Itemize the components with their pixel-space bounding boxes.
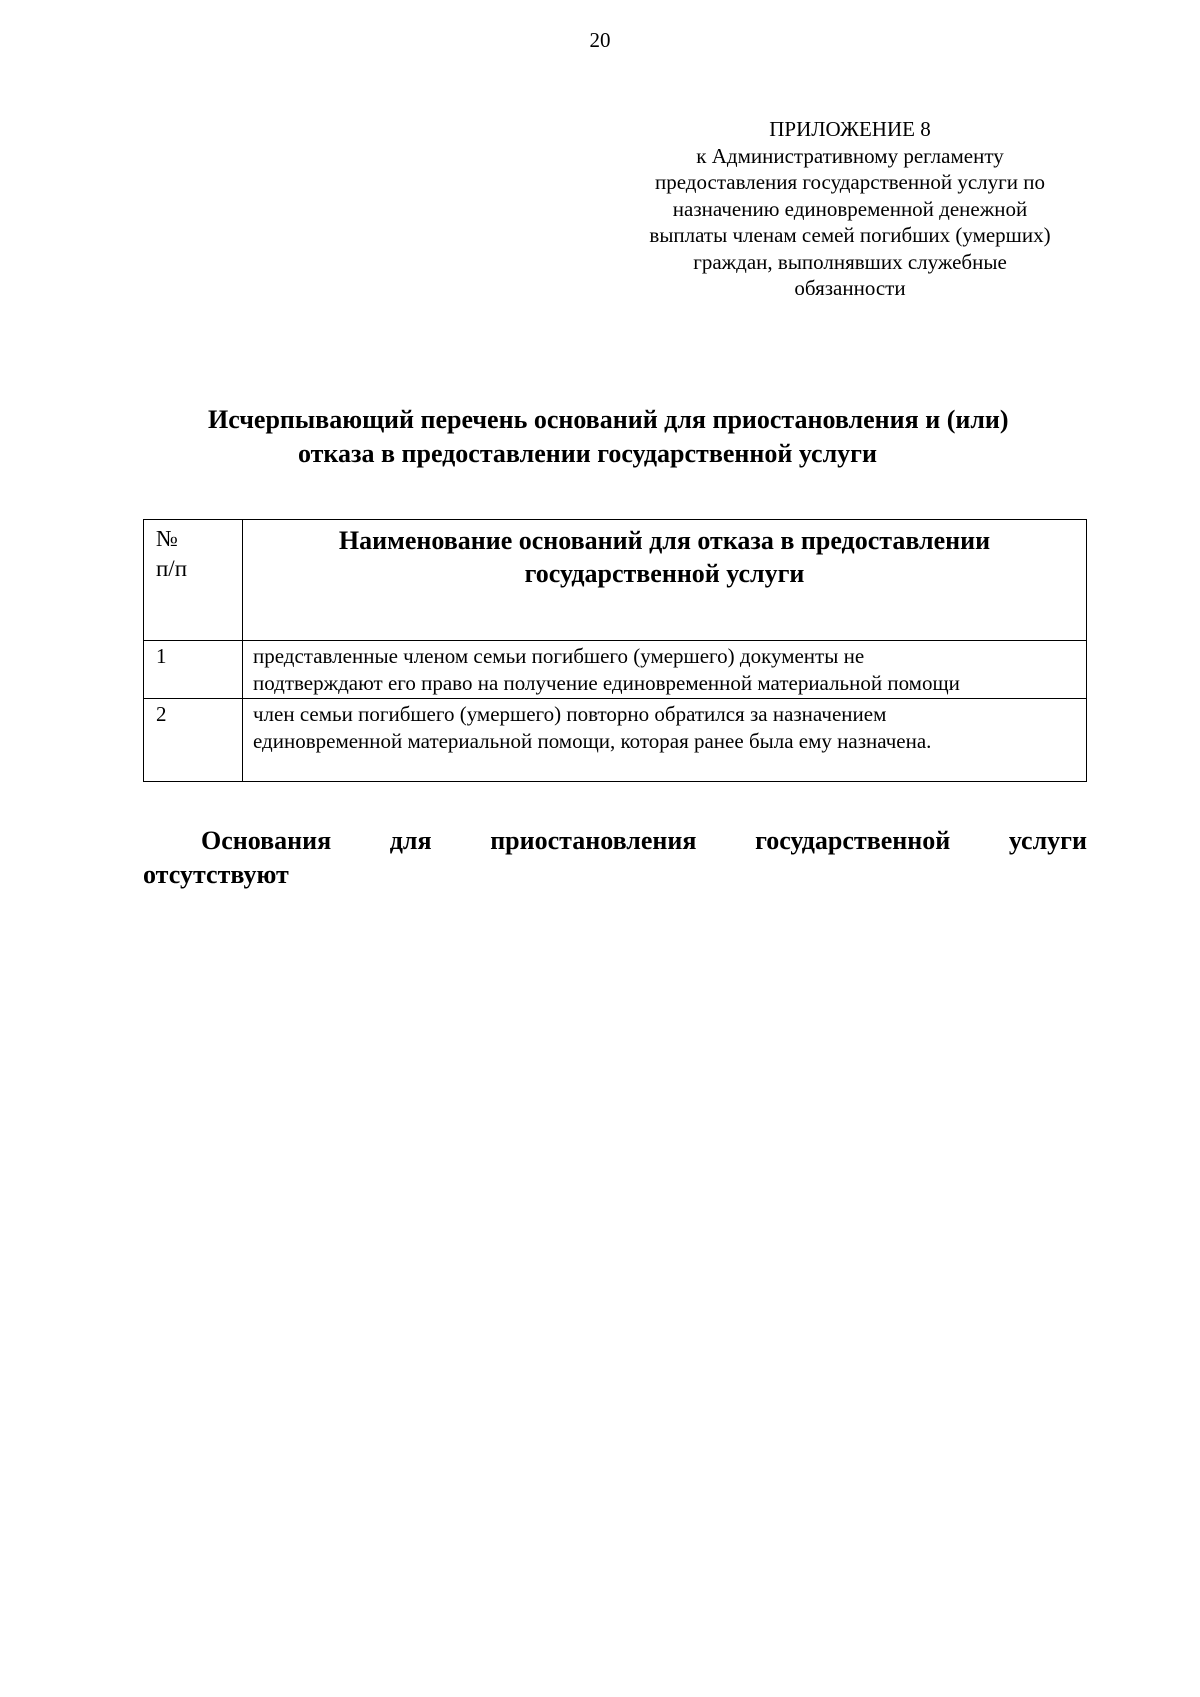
row-text-line: подтверждают его право на получение единовременной материальной помощи [253,671,960,695]
appendix-line: граждан, выполнявших служебные [693,249,1007,274]
document-title [140,403,1098,471]
suspension-note-line [143,824,1087,858]
table-row [144,641,1087,699]
header-name-line: государственной услуги [524,559,805,588]
header-number-cell [144,520,243,641]
row-number: 1 [144,641,243,699]
note-word: услуги [1008,826,1087,855]
row-text [243,699,1087,782]
note-word: приостановления [490,826,697,855]
document-title-line: отказа в предоставлении государственной услуги [298,439,877,468]
row-number: 2 [144,699,243,782]
appendix-line: обязанности [794,276,906,300]
table-header-row [144,520,1087,641]
suspension-note [143,824,1087,892]
table-row [144,699,1087,782]
row-text-line: член семьи погибшего (умершего) повторно обратился за назначением [253,702,887,726]
suspension-note-line: отсутствуют [143,860,289,889]
appendix-header [590,116,1110,302]
appendix-line: ПРИЛОЖЕНИЕ 8 [769,117,931,141]
header-number-label: п/п [156,556,188,581]
grounds-table [143,519,1087,782]
appendix-line: предоставления государственной услуги по [655,170,1045,194]
appendix-line: выплаты членам семей погибших (умерших) [649,223,1051,247]
note-word: государственной [755,826,951,855]
note-word: Основания [201,826,332,855]
row-text [243,641,1087,699]
row-text-line: представленные членом семьи погибшего (умершего) документы не [253,644,865,668]
row-text-line: единовременной материальной помощи, которая ранее была ему назначена. [253,729,932,753]
header-number-symbol: № [156,526,178,551]
document-title-line: Исчерпывающий перечень оснований для приостановления и (или) [208,405,1009,434]
appendix-line: к Административному регламенту [696,143,1004,168]
appendix-line: назначению единовременной денежной [672,196,1028,221]
header-name-cell [243,520,1087,641]
page-number: 20 [589,28,611,52]
note-word: для [389,826,432,855]
header-name-line: Наименование оснований для отказа в предоставлении [338,526,991,555]
